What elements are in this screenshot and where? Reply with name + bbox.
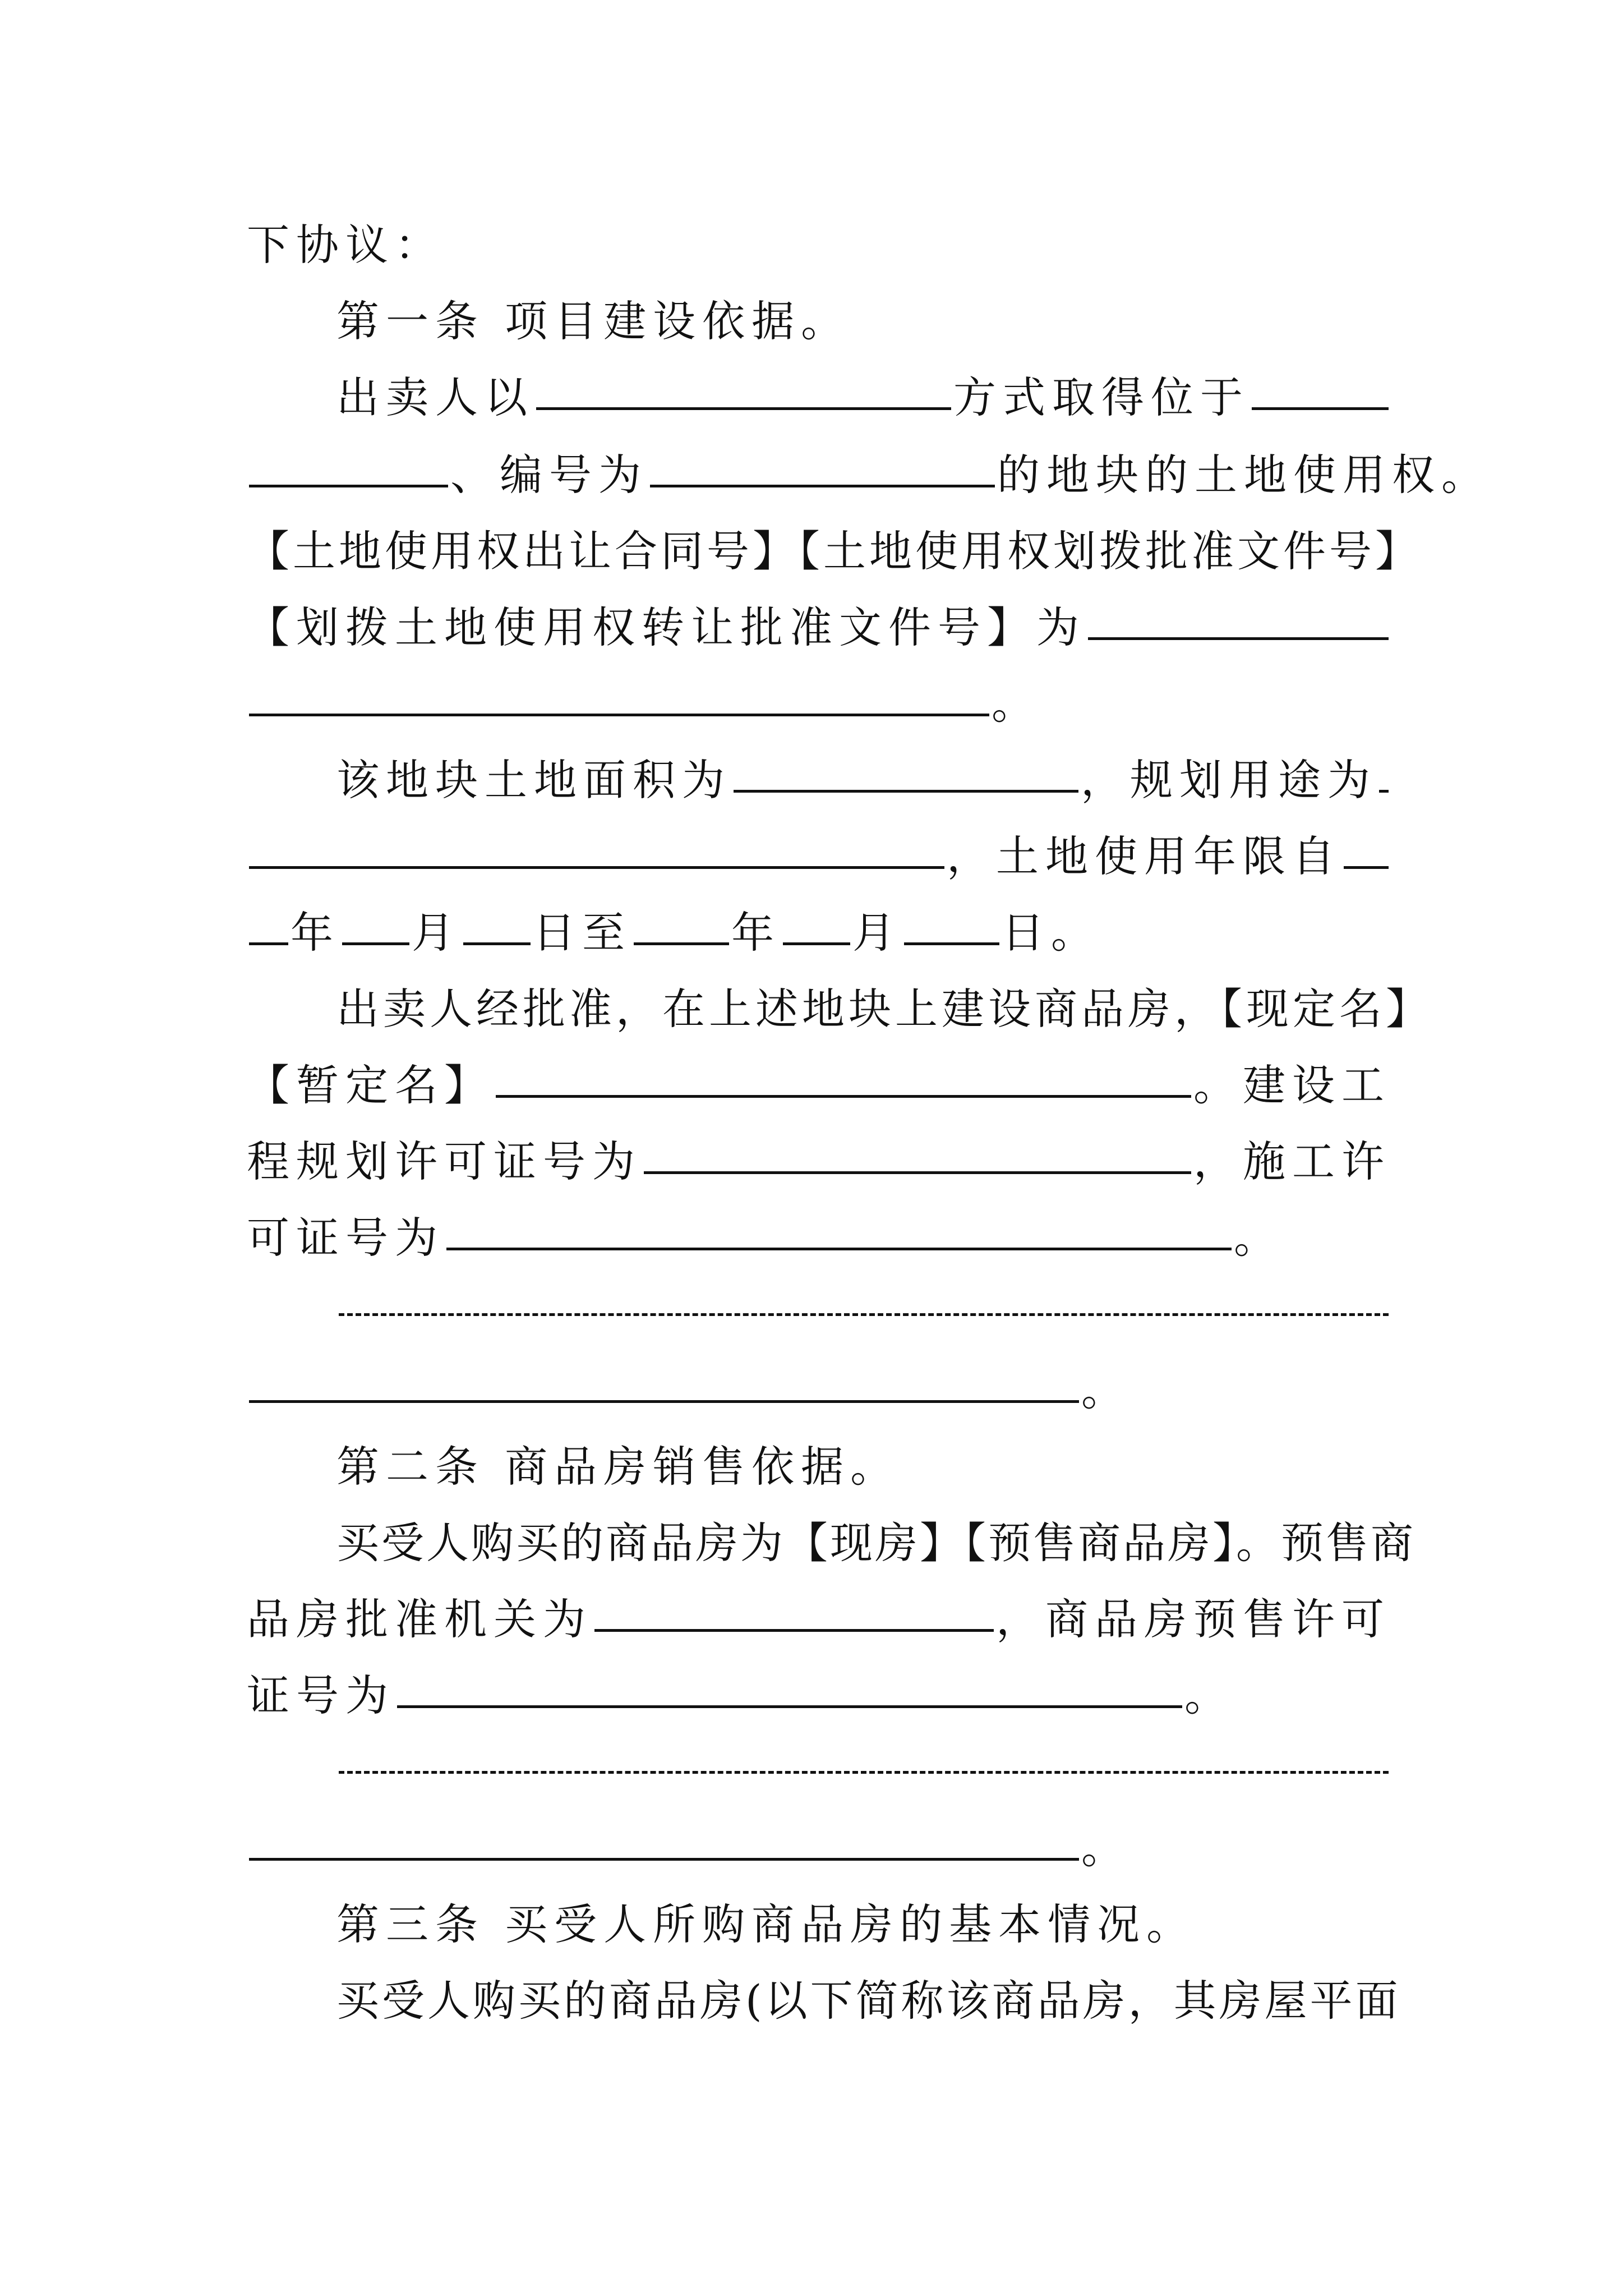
blank-field[interactable] <box>249 463 448 487</box>
blank-field[interactable] <box>339 1313 1389 1316</box>
blank-field[interactable] <box>339 1771 1389 1774</box>
text-line <box>247 1131 1391 1193</box>
text-segment: 该地块土地面积为 <box>336 755 731 805</box>
blank-field[interactable] <box>1252 386 1389 410</box>
blank-line <box>336 1741 1391 1803</box>
blank-field[interactable] <box>536 386 951 410</box>
article-heading <box>336 1436 1391 1498</box>
text-line <box>247 826 1391 887</box>
blank-field[interactable] <box>249 1379 1079 1403</box>
text-segment: 第二条 商品房销售依据。 <box>336 1442 900 1492</box>
blank-field[interactable] <box>249 845 944 869</box>
text-segment: 。 <box>1081 1823 1131 1873</box>
article-heading <box>336 1894 1391 1955</box>
text-line <box>247 673 1391 735</box>
blank-field[interactable] <box>342 921 409 945</box>
text-segment: 出卖人经批准，在上述地块上建设商品房，【现定名】 <box>336 984 1432 1034</box>
text-segment: ，商品房预售许可 <box>996 1594 1391 1644</box>
text-segment: 。 <box>1184 1671 1234 1720</box>
text-segment: 年 <box>731 908 781 958</box>
text-segment: 第一条 项目建设依据。 <box>336 296 851 346</box>
text-segment: 月 <box>852 908 902 958</box>
text-line <box>247 1818 1391 1879</box>
text-line <box>336 978 1432 1040</box>
text-line <box>247 1665 1391 1727</box>
text-line <box>247 1207 1391 1269</box>
blank-field[interactable] <box>1379 769 1389 793</box>
text-segment: 。建设工 <box>1193 1060 1391 1110</box>
text-segment: 。 <box>1234 1213 1283 1263</box>
text-segment: ，施工许 <box>1193 1137 1391 1186</box>
blank-field[interactable] <box>644 1150 1191 1174</box>
text-line <box>247 1589 1391 1650</box>
blank-field[interactable] <box>783 921 850 945</box>
text-line <box>247 1360 1391 1421</box>
text-segment: 年 <box>291 908 340 958</box>
blank-field[interactable] <box>1344 845 1389 869</box>
text-segment: ，规划用途为 <box>1081 755 1377 805</box>
text-segment: 可证号为 <box>247 1213 444 1263</box>
text-segment: 【土地使用权出让合同号】【土地使用权划拨批准文件号】 <box>247 526 1421 576</box>
text-line <box>336 749 1391 811</box>
text-segment: 买受人购买的商品房为【现房】【预售商品房】。预售商 <box>336 1518 1415 1568</box>
blank-field[interactable] <box>496 1074 1191 1098</box>
text-line <box>336 1512 1415 1574</box>
text-segment: 【划拨土地使用权转让批准文件号】为 <box>247 602 1086 652</box>
blank-field[interactable] <box>634 921 729 945</box>
text-line <box>336 1970 1401 2032</box>
text-segment: 下协议： <box>247 220 444 270</box>
text-line <box>247 902 1391 964</box>
blank-field[interactable] <box>249 692 989 716</box>
blank-field[interactable] <box>249 921 288 945</box>
text-line <box>247 597 1391 659</box>
blank-field[interactable] <box>249 1837 1079 1861</box>
text-segment: 月 <box>412 908 461 958</box>
text-segment: 日至 <box>533 908 631 958</box>
blank-field[interactable] <box>650 463 995 487</box>
blank-field[interactable] <box>1088 616 1389 640</box>
blank-field[interactable] <box>397 1684 1182 1708</box>
text-segment: 【暂定名】 <box>247 1060 494 1110</box>
blank-line <box>336 1283 1391 1345</box>
text-segment: 、编号为 <box>450 450 648 500</box>
text-line <box>247 214 1391 276</box>
text-segment: 。 <box>992 679 1041 729</box>
text-segment: 程规划许可证号为 <box>247 1137 642 1186</box>
text-segment: 方式取得位于 <box>953 372 1249 422</box>
text-segment: ，土地使用年限自 <box>947 831 1341 881</box>
text-segment: 日。 <box>1002 908 1100 958</box>
text-line <box>247 1055 1391 1116</box>
blank-field[interactable] <box>904 921 999 945</box>
text-segment: 买受人购买的商品房(以下简称该商品房，其房屋平面 <box>336 1976 1401 2026</box>
text-segment: 第三条 买受人所购商品房的基本情况。 <box>336 1899 1196 1949</box>
text-line <box>336 367 1391 429</box>
blank-field[interactable] <box>734 769 1078 793</box>
text-segment: 出卖人以 <box>336 372 534 422</box>
text-line <box>247 521 1421 582</box>
article-heading <box>336 291 1391 352</box>
text-segment: 品房批准机关为 <box>247 1594 592 1644</box>
text-segment: 。 <box>1081 1365 1131 1415</box>
blank-field[interactable] <box>594 1608 994 1632</box>
text-line <box>247 444 1491 506</box>
blank-field[interactable] <box>446 1226 1232 1250</box>
text-segment: 的地块的土地使用权。 <box>997 450 1491 500</box>
blank-field[interactable] <box>463 921 531 945</box>
text-segment: 证号为 <box>247 1671 395 1720</box>
